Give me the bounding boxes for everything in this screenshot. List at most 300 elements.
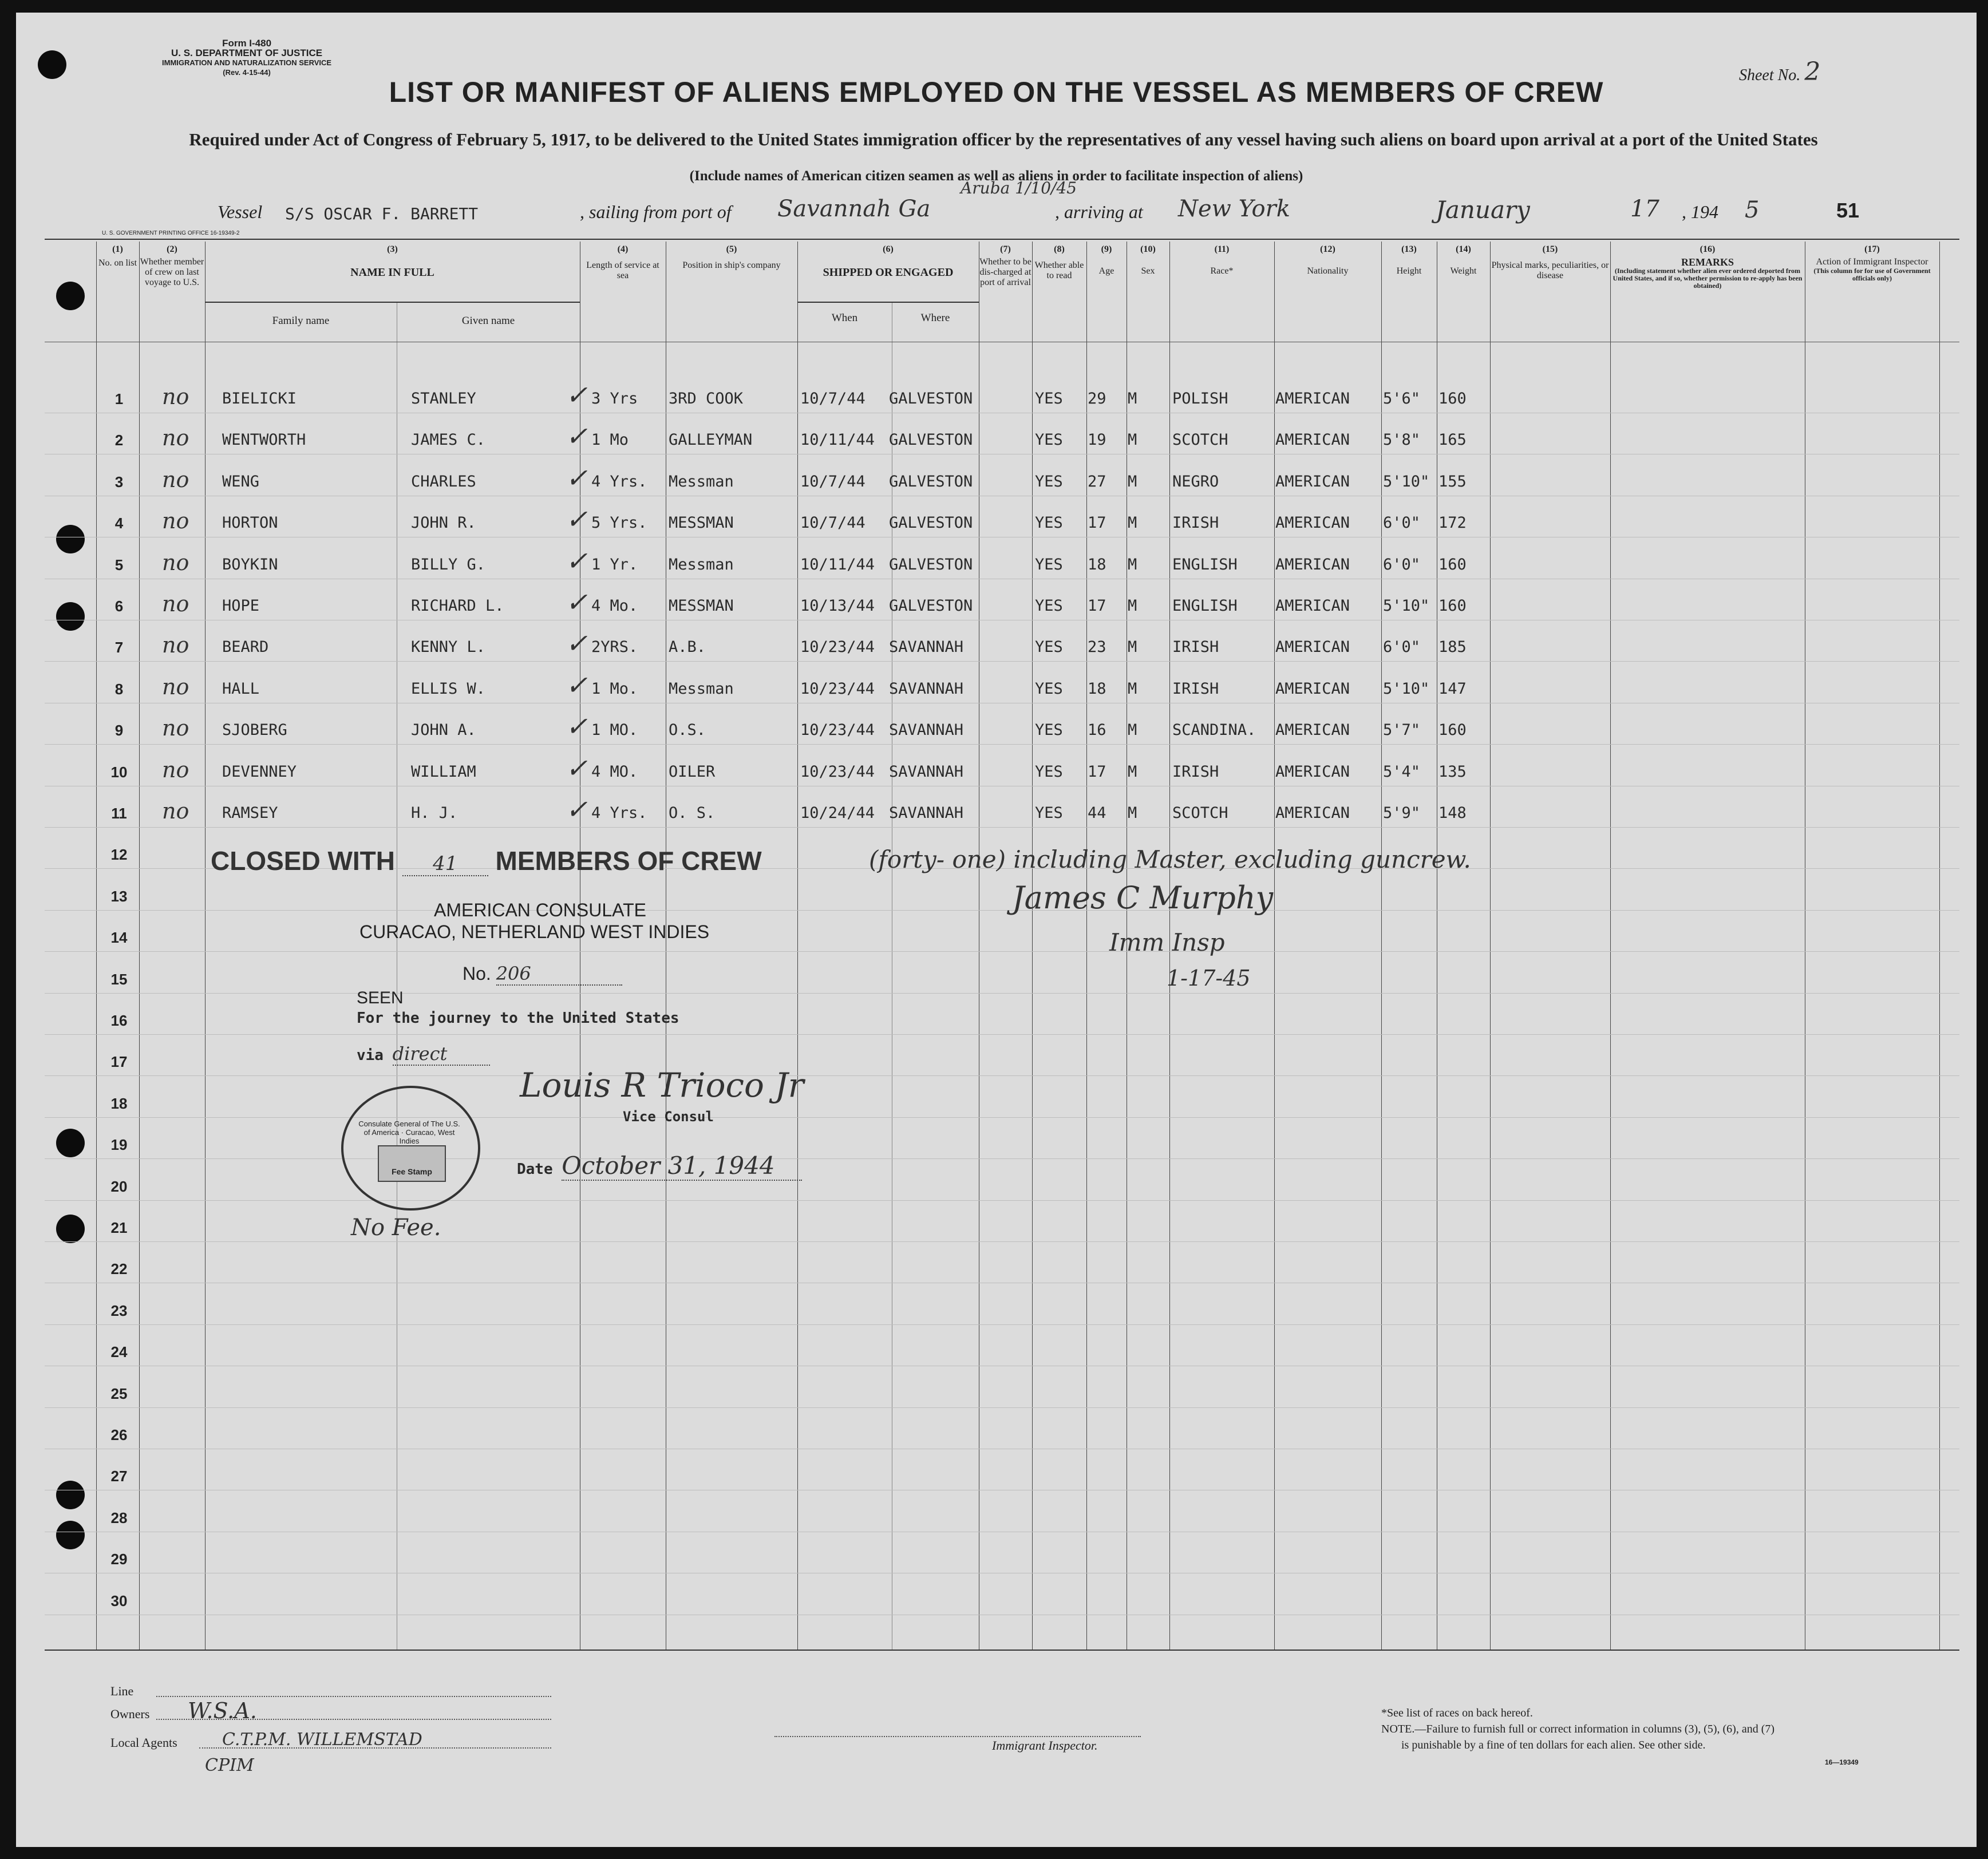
race-cell: IRISH [1172, 514, 1219, 532]
able-to-read-cell: YES [1035, 514, 1063, 532]
row-rule [45, 910, 1959, 911]
race-cell: NEGRO [1172, 472, 1219, 491]
form-info [162, 38, 331, 77]
row-rule [45, 1241, 1959, 1242]
row-number: 29 [110, 1551, 128, 1568]
sheet-label: Sheet No. [1739, 66, 1801, 84]
check-mark-icon: ✓ [566, 794, 588, 825]
race-cell: SCOTCH [1172, 431, 1228, 449]
punch-hole [38, 50, 66, 79]
shipped-when-cell: 10/11/44 [800, 431, 875, 449]
sex-cell: M [1128, 472, 1137, 491]
height-cell: 5'7" [1383, 721, 1421, 739]
shipped-where-cell: SAVANNAH [889, 721, 964, 739]
family-name-header: Family name [272, 315, 330, 327]
service-length-cell: 3 Yrs [591, 390, 638, 408]
nationality-cell: AMERICAN [1275, 679, 1350, 698]
row-number: 30 [110, 1592, 128, 1609]
arrival-day: 17 [1630, 196, 1659, 222]
footer-agents-value2: CPIM [205, 1755, 254, 1775]
nationality-cell: AMERICAN [1275, 472, 1350, 491]
service-length-cell: 4 MO. [591, 762, 638, 781]
printing-office: U. S. GOVERNMENT PRINTING OFFICE 16-19349-2 [102, 230, 240, 236]
no-fee: No Fee. [351, 1215, 441, 1241]
service-length-cell: 1 Yr. [591, 555, 638, 573]
family-name-cell: BIELICKI [222, 390, 297, 408]
row-number: 20 [110, 1177, 128, 1195]
prior-voyage-cell: no [162, 549, 189, 575]
row-number: 23 [110, 1302, 128, 1319]
shipped-when-cell: 10/13/44 [800, 597, 875, 615]
col17-header: (17) Action of Immigrant Inspector (This column for for use of Government officials only) [1813, 244, 1931, 282]
footer-note1: *See list of races on back hereof. [1381, 1707, 1533, 1719]
given-name-cell: KENNY L. [411, 638, 486, 656]
service-length-cell: 5 Yrs. [591, 514, 647, 532]
height-cell: 6'0" [1383, 555, 1421, 573]
weight-cell: 135 [1438, 762, 1467, 781]
able-to-read-cell: YES [1035, 804, 1063, 822]
row-rule [45, 1407, 1959, 1408]
fee-stamp [378, 1145, 446, 1182]
consulate-via [357, 1043, 490, 1066]
row-number: 9 [114, 722, 124, 739]
check-mark-icon: ✓ [566, 504, 588, 535]
footer-agents-value: C.T.P.M. WILLEMSTAD [222, 1730, 422, 1750]
consulate-journey: For the journey to the United States [357, 1010, 679, 1027]
height-cell: 5'4" [1383, 762, 1421, 781]
consulate-date-value: October 31, 1944 [562, 1152, 802, 1181]
position-cell: Messman [669, 679, 734, 698]
page-note: (Include names of American citizen seamen as well as aliens in order to facilitate inspection of aliens) [689, 168, 1303, 184]
nationality-cell: AMERICAN [1275, 721, 1350, 739]
position-cell: MESSMAN [669, 597, 734, 615]
fee-stamp-label: Fee Stamp [392, 1167, 432, 1176]
weight-cell: 155 [1438, 472, 1467, 491]
given-name-cell: JOHN A. [411, 721, 476, 739]
arriving-label: , arriving at [1055, 201, 1143, 222]
weight-cell: 165 [1438, 431, 1467, 449]
page-number: 51 [1836, 199, 1860, 222]
shipped-where-cell: SAVANNAH [889, 638, 964, 656]
able-to-read-cell: YES [1035, 390, 1063, 408]
service-length-cell: 4 Yrs. [591, 804, 647, 822]
check-mark-icon: ✓ [566, 587, 588, 618]
race-cell: SCOTCH [1172, 804, 1228, 822]
row-rule [45, 744, 1959, 745]
table-bottom-rule [45, 1650, 1959, 1651]
col14-header: (14) Weight [1450, 244, 1477, 276]
row-number: 3 [114, 473, 124, 491]
race-cell: ENGLISH [1172, 555, 1238, 573]
row-rule [45, 827, 1959, 828]
position-cell: Messman [669, 472, 734, 491]
inspector-title: Imm Insp [1109, 928, 1225, 956]
age-cell: 17 [1088, 597, 1106, 615]
race-cell: IRISH [1172, 679, 1219, 698]
row-number: 16 [110, 1012, 128, 1029]
row-rule [45, 1034, 1959, 1035]
punch-hole [56, 1521, 85, 1549]
able-to-read-cell: YES [1035, 472, 1063, 491]
row-number: 21 [110, 1219, 128, 1236]
nationality-cell: AMERICAN [1275, 638, 1350, 656]
nationality-cell: AMERICAN [1275, 514, 1350, 532]
age-cell: 18 [1088, 555, 1106, 573]
col5-header: (5) Position in ship's company [682, 244, 781, 270]
consulate-via-label: via [357, 1047, 384, 1064]
col6-header: (6) SHIPPED OR ENGAGED [823, 244, 954, 279]
footer-owners-label: Owners [110, 1707, 150, 1721]
given-name-cell: JOHN R. [411, 514, 476, 532]
weight-cell: 160 [1438, 390, 1467, 408]
arrival-year-suffix: 5 [1745, 197, 1760, 223]
check-mark-icon: ✓ [566, 379, 588, 410]
inspector-signature: James C Murphy [1012, 880, 1274, 916]
shipped-when-cell: 10/7/44 [800, 472, 865, 491]
arrival-year-prefix: , 194 [1682, 201, 1718, 222]
consulate-date-label: Date [517, 1161, 553, 1178]
consulate-no-value: 206 [496, 963, 622, 986]
shipped-where-cell: GALVESTON [889, 514, 973, 532]
shipped-when-cell: 10/11/44 [800, 555, 875, 573]
position-cell: A.B. [669, 638, 706, 656]
col7-header: (7) Whether to be dis-charged at port of arrival [979, 244, 1031, 287]
row-number: 14 [110, 929, 128, 947]
position-cell: MESSMAN [669, 514, 734, 532]
row-rule [45, 1117, 1959, 1118]
shipped-when-cell: 10/23/44 [800, 638, 875, 656]
consulate-seal [341, 1086, 480, 1211]
shipped-when-cell: 10/23/44 [800, 679, 875, 698]
punch-hole [56, 1129, 85, 1157]
row-number: 10 [110, 763, 128, 781]
footer-note2: NOTE.—Failure to furnish full or correct information in columns (3), (5), (6), and (7) [1381, 1723, 1775, 1735]
form-dept: U. S. DEPARTMENT OF JUSTICE [171, 48, 323, 58]
race-cell: IRISH [1172, 638, 1219, 656]
service-length-cell: 2YRS. [591, 638, 638, 656]
col8-header: (8) Whether able to read [1034, 244, 1084, 280]
position-cell: 3RD COOK [669, 390, 744, 408]
row-number: 19 [110, 1136, 128, 1154]
consulate-seen: SEEN [357, 988, 404, 1007]
height-cell: 5'10" [1383, 472, 1430, 491]
height-cell: 6'0" [1383, 514, 1421, 532]
sex-cell: M [1128, 804, 1137, 822]
shipped-where-cell: GALVESTON [889, 431, 973, 449]
sex-cell: M [1128, 638, 1137, 656]
shipped-when-cell: 10/23/44 [800, 762, 875, 781]
vessel-label: Vessel [218, 201, 263, 222]
vice-consul-signature: Louis R Trioco Jr [520, 1066, 804, 1105]
consulate-via-value: direct [393, 1043, 490, 1066]
able-to-read-cell: YES [1035, 431, 1063, 449]
punch-hole [56, 282, 85, 310]
row-number: 15 [110, 970, 128, 988]
sheet-value: 2 [1804, 57, 1821, 86]
nationality-cell: AMERICAN [1275, 431, 1350, 449]
row-number: 25 [110, 1385, 128, 1402]
able-to-read-cell: YES [1035, 555, 1063, 573]
row-rule [45, 1158, 1959, 1159]
age-cell: 19 [1088, 431, 1106, 449]
weight-cell: 148 [1438, 804, 1467, 822]
weight-cell: 172 [1438, 514, 1467, 532]
where-header: Where [920, 312, 950, 324]
given-name-cell: BILLY G. [411, 555, 486, 573]
age-cell: 17 [1088, 514, 1106, 532]
row-number: 1 [114, 390, 124, 408]
col3-header: (3) NAME IN FULL [350, 244, 434, 279]
prior-voyage-cell: no [162, 591, 189, 616]
weight-cell: 160 [1438, 721, 1467, 739]
family-name-cell: HALL [222, 679, 260, 698]
age-cell: 18 [1088, 679, 1106, 698]
row-rule [45, 1200, 1959, 1201]
shipped-where-cell: GALVESTON [889, 597, 973, 615]
row-number: 26 [110, 1426, 128, 1443]
height-cell: 5'6" [1383, 390, 1421, 408]
family-name-cell: HOPE [222, 597, 260, 615]
row-number: 22 [110, 1260, 128, 1278]
row-number: 11 [111, 805, 127, 822]
row-number: 12 [110, 846, 128, 864]
footer-code: 16—19349 [1825, 1758, 1859, 1766]
prior-voyage-cell: no [162, 715, 189, 741]
able-to-read-cell: YES [1035, 679, 1063, 698]
footer-inspector-label: Immigrant Inspector. [992, 1738, 1098, 1753]
height-cell: 5'10" [1383, 679, 1430, 698]
footer-line-label: Line [110, 1684, 134, 1698]
given-name-cell: WILLIAM [411, 762, 476, 781]
shipped-where-cell: GALVESTON [889, 555, 973, 573]
prior-voyage-cell: no [162, 757, 189, 782]
footer-agents-label: Local Agents [110, 1735, 177, 1750]
col13-header: (13) Height [1396, 244, 1422, 276]
col4-header: (4) Length of service at sea [586, 244, 659, 280]
vice-consul-label: Vice Consul [623, 1109, 714, 1125]
row-number: 8 [114, 680, 124, 698]
age-cell: 16 [1088, 721, 1106, 739]
consulate-line1: AMERICAN CONSULATE [434, 900, 647, 920]
able-to-read-cell: YES [1035, 762, 1063, 781]
punch-hole [56, 1481, 85, 1509]
service-length-cell: 1 MO. [591, 721, 638, 739]
consulate-no-label: No. [463, 963, 491, 984]
nationality-cell: AMERICAN [1275, 555, 1350, 573]
weight-cell: 160 [1438, 555, 1467, 573]
check-mark-icon: ✓ [566, 628, 588, 659]
check-mark-icon: ✓ [566, 711, 588, 742]
sex-cell: M [1128, 555, 1137, 573]
nationality-cell: AMERICAN [1275, 390, 1350, 408]
sex-cell: M [1128, 514, 1137, 532]
age-cell: 44 [1088, 804, 1106, 822]
nationality-cell: AMERICAN [1275, 804, 1350, 822]
shipped-where-cell: GALVESTON [889, 472, 973, 491]
position-cell: OILER [669, 762, 716, 781]
age-cell: 23 [1088, 638, 1106, 656]
sailing-label: , sailing from port of [580, 201, 732, 222]
punch-hole [56, 525, 85, 553]
shipped-where-cell: SAVANNAH [889, 762, 964, 781]
race-cell: ENGLISH [1172, 597, 1238, 615]
able-to-read-cell: YES [1035, 638, 1063, 656]
row-number: 13 [110, 887, 128, 905]
table-top-rule [45, 239, 1959, 240]
family-name-cell: BOYKIN [222, 555, 278, 573]
sex-cell: M [1128, 679, 1137, 698]
race-cell: SCANDINA. [1172, 721, 1256, 739]
prior-voyage-cell: no [162, 798, 189, 824]
port-from-note: Aruba 1/10/45 [961, 179, 1077, 197]
height-cell: 5'10" [1383, 597, 1430, 615]
shipped-when-cell: 10/7/44 [800, 514, 865, 532]
age-cell: 29 [1088, 390, 1106, 408]
family-name-cell: WENTWORTH [222, 431, 306, 449]
race-cell: POLISH [1172, 390, 1228, 408]
col10-header: (10) Sex [1140, 244, 1156, 276]
row-number: 18 [110, 1094, 128, 1112]
sex-cell: M [1128, 390, 1137, 408]
weight-cell: 185 [1438, 638, 1467, 656]
shipped-when-cell: 10/23/44 [800, 721, 875, 739]
consulate-no [463, 963, 622, 986]
nationality-cell: AMERICAN [1275, 762, 1350, 781]
check-mark-icon: ✓ [566, 752, 588, 784]
manifest-sheet [16, 13, 1977, 1847]
able-to-read-cell: YES [1035, 721, 1063, 739]
prior-voyage-cell: no [162, 425, 189, 451]
height-cell: 5'9" [1383, 804, 1421, 822]
row-number: 4 [114, 515, 124, 532]
col15-header: (15) Physical marks, peculiarities, or disease [1491, 244, 1609, 280]
check-mark-icon: ✓ [566, 421, 588, 452]
given-name-cell: STANLEY [411, 390, 476, 408]
vessel-name: S/S OSCAR F. BARRETT [285, 204, 479, 223]
col9-header: (9) Age [1098, 244, 1114, 276]
sex-cell: M [1128, 721, 1137, 739]
given-name-cell: H. J. [411, 804, 458, 822]
row-rule [45, 661, 1959, 662]
row-number: 28 [110, 1509, 128, 1526]
port-to: New York [1178, 196, 1290, 222]
shipped-where-cell: SAVANNAH [889, 679, 964, 698]
row-rule [45, 993, 1959, 994]
col16-header: (16) REMARKS (Including statement whether alien ever ordered deported from United States, and if so, whether permission to re-apply has been obtained) [1612, 244, 1803, 290]
row-number: 2 [114, 432, 124, 449]
closing-statement [211, 845, 762, 876]
given-name-cell: JAMES C. [411, 431, 486, 449]
row-number: 7 [114, 639, 124, 656]
service-length-cell: 4 Yrs. [591, 472, 647, 491]
row-rule [45, 1075, 1959, 1076]
family-name-cell: HORTON [222, 514, 278, 532]
consulate-line2: CURACAO, NETHERLAND WEST INDIES [359, 921, 710, 942]
family-name-cell: WENG [222, 472, 260, 491]
form-service: IMMIGRATION AND NATURALIZATION SERVICE [162, 58, 332, 67]
shipped-where-cell: GALVESTON [889, 390, 973, 408]
nationality-cell: AMERICAN [1275, 597, 1350, 615]
service-length-cell: 4 Mo. [591, 597, 638, 615]
page-subtitle: Required under Act of Congress of February 5, 1917, to be delivered to the United States immigration officer by the representatives of any vessel having such aliens on board upon arrival at a port of the United States [189, 129, 1818, 149]
when-header: When [831, 312, 858, 324]
shipped-where-cell: SAVANNAH [889, 804, 964, 822]
height-cell: 6'0" [1383, 638, 1421, 656]
given-name-header: Given name [461, 315, 515, 327]
service-length-cell: 1 Mo [591, 431, 629, 449]
age-cell: 17 [1088, 762, 1106, 781]
closing-handwritten: (forty- one) including Master, excluding guncrew. [869, 845, 1471, 873]
position-cell: O.S. [669, 721, 706, 739]
position-cell: Messman [669, 555, 734, 573]
family-name-cell: SJOBERG [222, 721, 287, 739]
weight-cell: 160 [1438, 597, 1467, 615]
row-number: 27 [110, 1468, 128, 1485]
height-cell: 5'8" [1383, 431, 1421, 449]
prior-voyage-cell: no [162, 632, 189, 658]
prior-voyage-cell: no [162, 384, 189, 409]
check-mark-icon: ✓ [566, 545, 588, 576]
col2-header: (2) Whether member of crew on last voyage to U.S. [140, 244, 204, 287]
shipped-when-cell: 10/7/44 [800, 390, 865, 408]
service-length-cell: 1 Mo. [591, 679, 638, 698]
row-number: 6 [114, 598, 124, 615]
family-name-cell: BEARD [222, 638, 269, 656]
form-revision: (Rev. 4-15-44) [223, 68, 271, 77]
shipped-when-cell: 10/24/44 [800, 804, 875, 822]
closing-prefix: CLOSED WITH [211, 846, 395, 876]
punch-hole [56, 1215, 85, 1243]
footer-note3: is punishable by a fine of ten dollars for each alien. See other side. [1401, 1739, 1706, 1751]
row-number: 5 [114, 556, 124, 573]
family-name-cell: DEVENNEY [222, 762, 297, 781]
col11-header: (11) Race* [1210, 244, 1234, 276]
inspector-date: 1-17-45 [1167, 966, 1251, 991]
seal-text: Consulate General of The U.S. of America · Curacao, West Indies [358, 1120, 460, 1145]
position-cell: GALLEYMAN [669, 431, 753, 449]
family-name-cell: RAMSEY [222, 804, 278, 822]
sex-cell: M [1128, 762, 1137, 781]
given-name-cell: ELLIS W. [411, 679, 486, 698]
consulate-date [517, 1152, 802, 1181]
arrival-month: January [1436, 196, 1530, 224]
row-rule [45, 951, 1959, 952]
closing-suffix: MEMBERS OF CREW [495, 846, 762, 876]
check-mark-icon: ✓ [566, 462, 588, 493]
sex-cell: M [1128, 597, 1137, 615]
footer-owners-value: W.S.A. [188, 1698, 257, 1723]
closing-count: 41 [402, 852, 488, 876]
given-name-cell: CHARLES [411, 472, 476, 491]
prior-voyage-cell: no [162, 674, 189, 699]
col12-header: (12) Nationality [1307, 244, 1349, 276]
sex-cell: M [1128, 431, 1137, 449]
row-number: 24 [110, 1343, 128, 1361]
age-cell: 27 [1088, 472, 1106, 491]
race-cell: IRISH [1172, 762, 1219, 781]
able-to-read-cell: YES [1035, 597, 1063, 615]
col1-header: (1) No. on list [98, 244, 137, 268]
prior-voyage-cell: no [162, 466, 189, 492]
given-name-cell: RICHARD L. [411, 597, 504, 615]
position-cell: O. S. [669, 804, 716, 822]
row-number: 17 [110, 1053, 128, 1071]
prior-voyage-cell: no [162, 508, 189, 534]
check-mark-icon: ✓ [566, 669, 588, 701]
port-from: Savannah Ga [777, 196, 931, 222]
form-number: Form I-480 [222, 38, 272, 49]
punch-hole [56, 602, 85, 631]
